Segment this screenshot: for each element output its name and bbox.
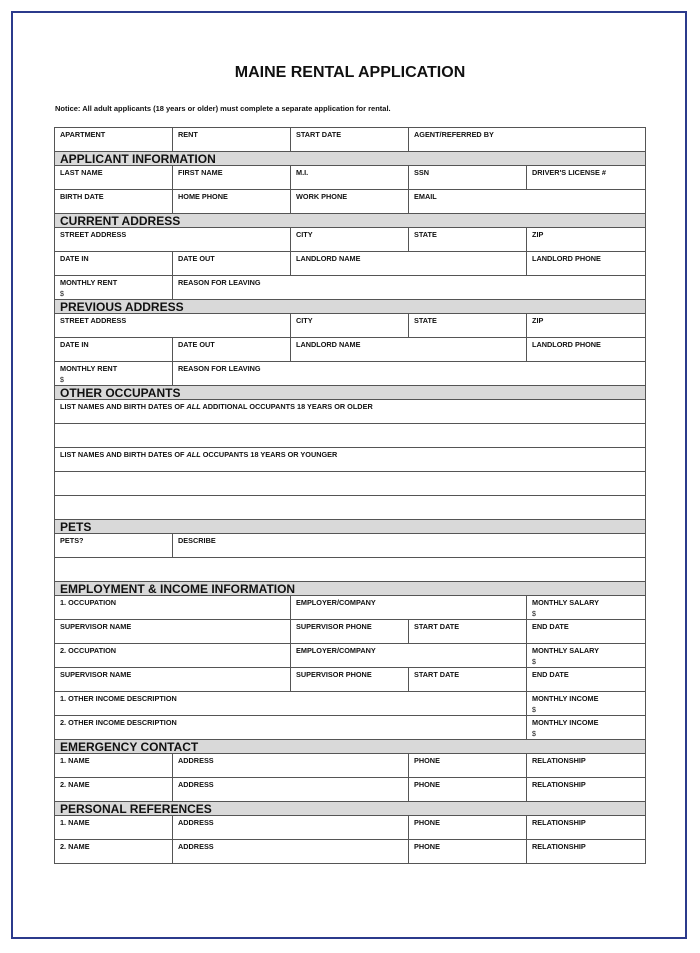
current-state-field[interactable]: STATE [409, 228, 527, 252]
current-landlord-name-field[interactable]: LANDLORD NAME [291, 252, 527, 276]
dollar-sign: $ [532, 707, 536, 714]
middle-initial-field[interactable]: M.I. [291, 166, 409, 190]
dollar-sign: $ [532, 731, 536, 738]
reference-name-2-field[interactable]: 2. NAME [55, 840, 173, 864]
emergency-address-2-field[interactable]: ADDRESS [173, 778, 409, 802]
previous-date-in-field[interactable]: DATE IN [55, 338, 173, 362]
previous-landlord-name-field[interactable]: LANDLORD NAME [291, 338, 527, 362]
previous-zip-field[interactable]: ZIP [527, 314, 646, 338]
reference-phone-1-field[interactable]: PHONE [409, 816, 527, 840]
field-label: ADDITIONAL OCCUPANTS 18 YEARS OR OLDER [202, 402, 373, 411]
monthly-salary-2-field[interactable] [527, 644, 646, 668]
minor-occupants-line[interactable] [55, 472, 646, 496]
birth-date-field[interactable]: BIRTH DATE [55, 190, 173, 214]
start-date-2-field[interactable]: START DATE [409, 668, 527, 692]
work-phone-field[interactable]: WORK PHONE [291, 190, 409, 214]
supervisor-phone-1-field[interactable]: SUPERVISOR PHONE [291, 620, 409, 644]
section-applicant-information: APPLICANT INFORMATION [55, 152, 646, 166]
current-landlord-phone-field[interactable]: LANDLORD PHONE [527, 252, 646, 276]
email-field[interactable]: EMAIL [409, 190, 646, 214]
end-date-2-field[interactable]: END DATE [527, 668, 646, 692]
emergency-name-1-field[interactable]: 1. NAME [55, 754, 173, 778]
previous-monthly-rent-field[interactable] [55, 362, 173, 386]
current-date-in-field[interactable]: DATE IN [55, 252, 173, 276]
previous-date-out-field[interactable]: DATE OUT [173, 338, 291, 362]
monthly-income-2-field[interactable] [527, 716, 646, 740]
employer-2-field[interactable]: EMPLOYER/COMPANY [291, 644, 527, 668]
field-label-emphasis: ALL [186, 450, 201, 459]
monthly-salary-1-field[interactable] [527, 596, 646, 620]
previous-state-field[interactable]: STATE [409, 314, 527, 338]
form-title: MAINE RENTAL APPLICATION [234, 64, 466, 81]
field-label: OCCUPANTS 18 YEARS OR YOUNGER [202, 450, 338, 459]
agent-referred-field[interactable]: AGENT/REFERRED BY [409, 128, 646, 152]
other-income-1-field[interactable]: 1. OTHER INCOME DESCRIPTION [55, 692, 527, 716]
current-reason-for-leaving-field[interactable]: REASON FOR LEAVING [173, 276, 646, 300]
current-street-address-field[interactable]: STREET ADDRESS [55, 228, 291, 252]
reference-relationship-2-field[interactable]: RELATIONSHIP [527, 840, 646, 864]
start-date-field[interactable]: START DATE [291, 128, 409, 152]
emergency-phone-2-field[interactable]: PHONE [409, 778, 527, 802]
current-zip-field[interactable]: ZIP [527, 228, 646, 252]
ssn-field[interactable]: SSN [409, 166, 527, 190]
field-label: MONTHLY INCOME [532, 694, 599, 703]
supervisor-name-1-field[interactable]: SUPERVISOR NAME [55, 620, 291, 644]
field-label: MONTHLY INCOME [532, 718, 599, 727]
reference-phone-2-field[interactable]: PHONE [409, 840, 527, 864]
current-city-field[interactable]: CITY [291, 228, 409, 252]
field-label: LIST NAMES AND BIRTH DATES OF [60, 450, 185, 459]
emergency-relationship-1-field[interactable]: RELATIONSHIP [527, 754, 646, 778]
home-phone-field[interactable]: HOME PHONE [173, 190, 291, 214]
emergency-address-1-field[interactable]: ADDRESS [173, 754, 409, 778]
rental-application-form [54, 127, 646, 864]
emergency-relationship-2-field[interactable]: RELATIONSHIP [527, 778, 646, 802]
occupation-2-field[interactable]: 2. OCCUPATION [55, 644, 291, 668]
section-pets: PETS [55, 520, 646, 534]
first-name-field[interactable]: FIRST NAME [173, 166, 291, 190]
section-employment-income: EMPLOYMENT & INCOME INFORMATION [55, 582, 646, 596]
emergency-phone-1-field[interactable]: PHONE [409, 754, 527, 778]
section-personal-references: PERSONAL REFERENCES [55, 802, 646, 816]
last-name-field[interactable]: LAST NAME [55, 166, 173, 190]
other-income-2-field[interactable]: 2. OTHER INCOME DESCRIPTION [55, 716, 527, 740]
apartment-field[interactable]: APARTMENT [55, 128, 173, 152]
dollar-sign: $ [532, 659, 536, 666]
dollar-sign: $ [60, 291, 64, 298]
adult-occupants-line[interactable] [55, 424, 646, 448]
previous-landlord-phone-field[interactable]: LANDLORD PHONE [527, 338, 646, 362]
field-label: MONTHLY RENT [60, 278, 118, 287]
section-emergency-contact: EMERGENCY CONTACT [55, 740, 646, 754]
reference-address-1-field[interactable]: ADDRESS [173, 816, 409, 840]
top-row [55, 128, 646, 152]
rent-field[interactable]: RENT [173, 128, 291, 152]
supervisor-name-2-field[interactable]: SUPERVISOR NAME [55, 668, 291, 692]
reference-address-2-field[interactable]: ADDRESS [173, 840, 409, 864]
previous-street-address-field[interactable]: STREET ADDRESS [55, 314, 291, 338]
minor-occupants-field[interactable] [55, 448, 646, 472]
supervisor-phone-2-field[interactable]: SUPERVISOR PHONE [291, 668, 409, 692]
reference-name-1-field[interactable]: 1. NAME [55, 816, 173, 840]
section-other-occupants: OTHER OCCUPANTS [55, 386, 646, 400]
emergency-name-2-field[interactable]: 2. NAME [55, 778, 173, 802]
employer-1-field[interactable]: EMPLOYER/COMPANY [291, 596, 527, 620]
reference-relationship-1-field[interactable]: RELATIONSHIP [527, 816, 646, 840]
current-date-out-field[interactable]: DATE OUT [173, 252, 291, 276]
drivers-license-field[interactable]: DRIVER'S LICENSE # [527, 166, 646, 190]
notice-text: Notice: All adult applicants (18 years or older) must complete a separate application for rental. [55, 104, 391, 113]
field-label: MONTHLY SALARY [532, 598, 600, 607]
pets-extra-line[interactable] [55, 558, 646, 582]
field-label: LIST NAMES AND BIRTH DATES OF [60, 402, 185, 411]
section-current-address: CURRENT ADDRESS [55, 214, 646, 228]
occupation-1-field[interactable]: 1. OCCUPATION [55, 596, 291, 620]
adult-occupants-field[interactable] [55, 400, 646, 424]
pets-describe-field[interactable]: DESCRIBE [173, 534, 646, 558]
current-monthly-rent-field[interactable] [55, 276, 173, 300]
field-label: MONTHLY RENT [60, 364, 118, 373]
pets-field[interactable]: PETS? [55, 534, 173, 558]
start-date-1-field[interactable]: START DATE [409, 620, 527, 644]
end-date-1-field[interactable]: END DATE [527, 620, 646, 644]
field-label: MONTHLY SALARY [532, 646, 600, 655]
section-previous-address: PREVIOUS ADDRESS [55, 300, 646, 314]
spacer-row [55, 496, 646, 520]
field-label-emphasis: ALL [186, 402, 201, 411]
dollar-sign: $ [60, 377, 64, 384]
previous-city-field[interactable]: CITY [291, 314, 409, 338]
dollar-sign: $ [532, 611, 536, 618]
monthly-income-1-field[interactable] [527, 692, 646, 716]
previous-reason-for-leaving-field[interactable]: REASON FOR LEAVING [173, 362, 646, 386]
